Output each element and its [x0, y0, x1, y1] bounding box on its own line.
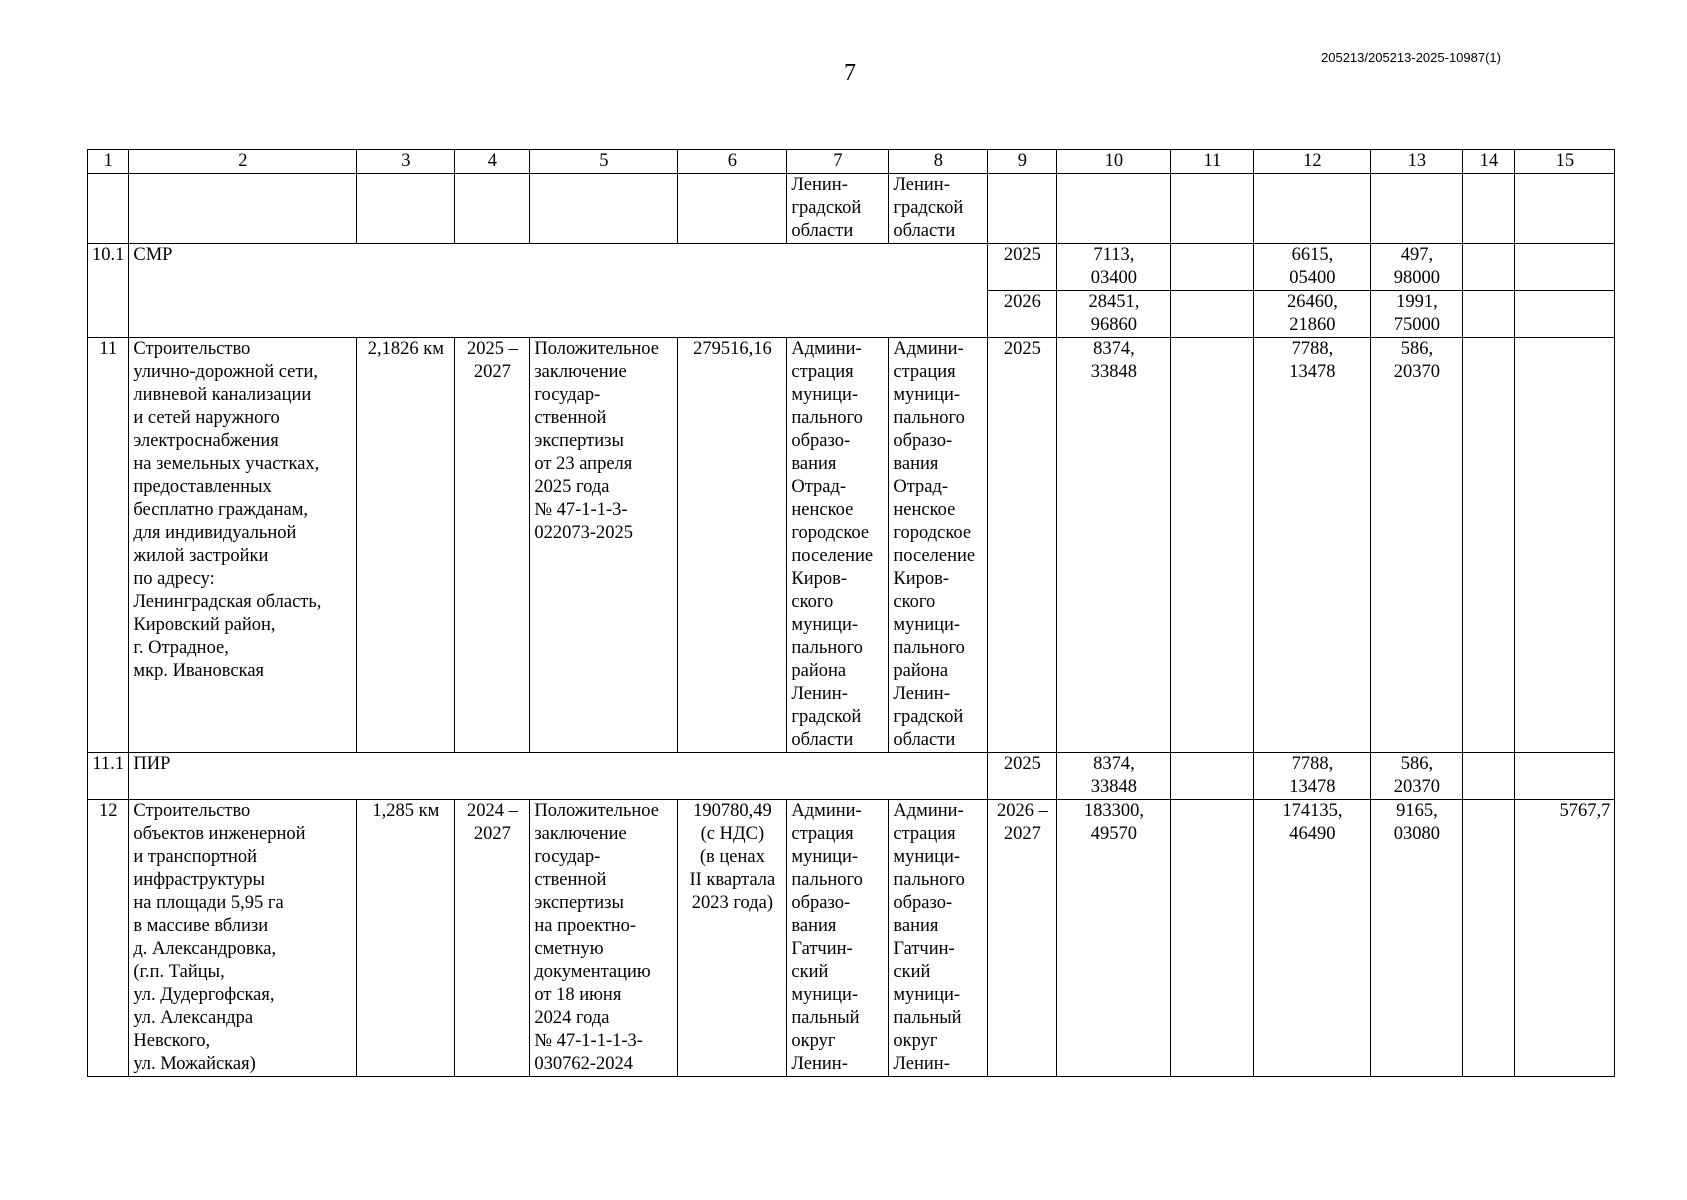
column-number: 14	[1463, 150, 1515, 174]
table-row	[88, 800, 1615, 1077]
total-cell: 8374, 33848	[1057, 753, 1171, 800]
continuation-row	[88, 174, 1615, 244]
federal-cell: 26460, 21860	[1254, 291, 1371, 338]
object-name: Строительство улично-дорожной сети, ливневой канализации и сетей наружного электроснабжения на земельных участках, предоставленных бесплатно гражданам, для индивидуальной жилой застройки по адресу: Ленинградская область, Кировский район, г. Отрадное, мкр. Ивановская	[129, 338, 357, 753]
column-number: 7	[787, 150, 889, 174]
column-number: 9	[988, 150, 1057, 174]
federal-cell: 6615, 05400	[1254, 244, 1371, 291]
year-cell: 2026	[988, 291, 1057, 338]
year-cell: 2025	[988, 753, 1057, 800]
row-number: 10.1	[88, 244, 129, 338]
column-number: 13	[1371, 150, 1463, 174]
regional-cell: 9165, 03080	[1371, 800, 1463, 1077]
cost-cell: 279516,16	[678, 338, 787, 753]
column-number: 12	[1254, 150, 1371, 174]
column-number: 3	[357, 150, 455, 174]
capacity-cell: 2,1826 км	[357, 338, 455, 753]
regional-cell: 497, 98000	[1371, 244, 1463, 291]
year-cell: 2026 – 2027	[988, 800, 1057, 1077]
column-number: 1	[88, 150, 129, 174]
developer-cell: Админи- страция муници- пального образо- вания Отрад- ненское городское поселение Киров- ского муници- пального района Ленин- градской области	[889, 338, 988, 753]
program-table	[87, 149, 1615, 1077]
expertise-cell: Положительное заключение государ- ственной экспертизы от 23 апреля 2025 года № 47-1-1-3- 022073-2025	[530, 338, 678, 753]
column-15-value: 5767,7	[1515, 800, 1615, 1077]
year-cell: 2025	[988, 338, 1057, 753]
row-number: 12	[88, 800, 129, 1077]
row-number: 11	[88, 338, 129, 753]
capacity-cell: 1,285 км	[357, 800, 455, 1077]
federal-cell: 174135, 46490	[1254, 800, 1371, 1077]
page-number: 7	[844, 60, 856, 86]
column-number: 4	[455, 150, 530, 174]
row-name: ПИР	[129, 753, 988, 800]
column-number: 10	[1057, 150, 1171, 174]
total-cell: 28451, 96860	[1057, 291, 1171, 338]
federal-cell: 7788, 13478	[1254, 753, 1371, 800]
total-cell: 8374, 33848	[1057, 338, 1171, 753]
object-name: Строительство объектов инженерной и транспортной инфраструктуры на площади 5,95 га в массиве вблизи д. Александровка, (г.п. Тайцы, ул. Дудергофская, ул. Александра Невского, ул. Можайская)	[129, 800, 357, 1077]
federal-cell: 7788, 13478	[1254, 338, 1371, 753]
column-number: 11	[1171, 150, 1254, 174]
column-number: 6	[678, 150, 787, 174]
regional-cell: 1991, 75000	[1371, 291, 1463, 338]
total-cell: 183300, 49570	[1057, 800, 1171, 1077]
column-number: 15	[1515, 150, 1615, 174]
period-cell: 2024 – 2027	[455, 800, 530, 1077]
regional-cell: 586, 20370	[1371, 338, 1463, 753]
customer-cell: Админи- страция муници- пального образо- вания Отрад- ненское городское поселение Киров- ского муници- пального района Ленин- градской области	[787, 338, 889, 753]
expertise-cell: Положительное заключение государ- ственной экспертизы на проектно- сметную документацию от 18 июня 2024 года № 47-1-1-1-3- 030762-2024	[530, 800, 678, 1077]
column-number: 2	[129, 150, 357, 174]
table-row	[88, 338, 1615, 753]
year-cell: 2025	[988, 244, 1057, 291]
row-name: СМР	[129, 244, 988, 338]
row-number: 11.1	[88, 753, 129, 800]
customer-cell: Ленин- градской области	[787, 174, 889, 244]
column-number: 8	[889, 150, 988, 174]
period-cell: 2025 – 2027	[455, 338, 530, 753]
document-code: 205213/205213-2025-10987(1)	[1321, 50, 1501, 65]
customer-cell: Админи- страция муници- пального образо- вания Гатчин- ский муници- пальный округ Ленин-	[787, 800, 889, 1077]
developer-cell: Ленин- градской области	[889, 174, 988, 244]
regional-cell: 586, 20370	[1371, 753, 1463, 800]
table-row	[88, 244, 1615, 291]
total-cell: 7113, 03400	[1057, 244, 1171, 291]
column-number-row	[88, 150, 1615, 174]
table-row	[88, 753, 1615, 800]
cost-cell: 190780,49 (с НДС) (в ценах II квартала 2023 года)	[678, 800, 787, 1077]
column-number: 5	[530, 150, 678, 174]
developer-cell: Админи- страция муници- пального образо- вания Гатчин- ский муници- пальный округ Ленин-	[889, 800, 988, 1077]
